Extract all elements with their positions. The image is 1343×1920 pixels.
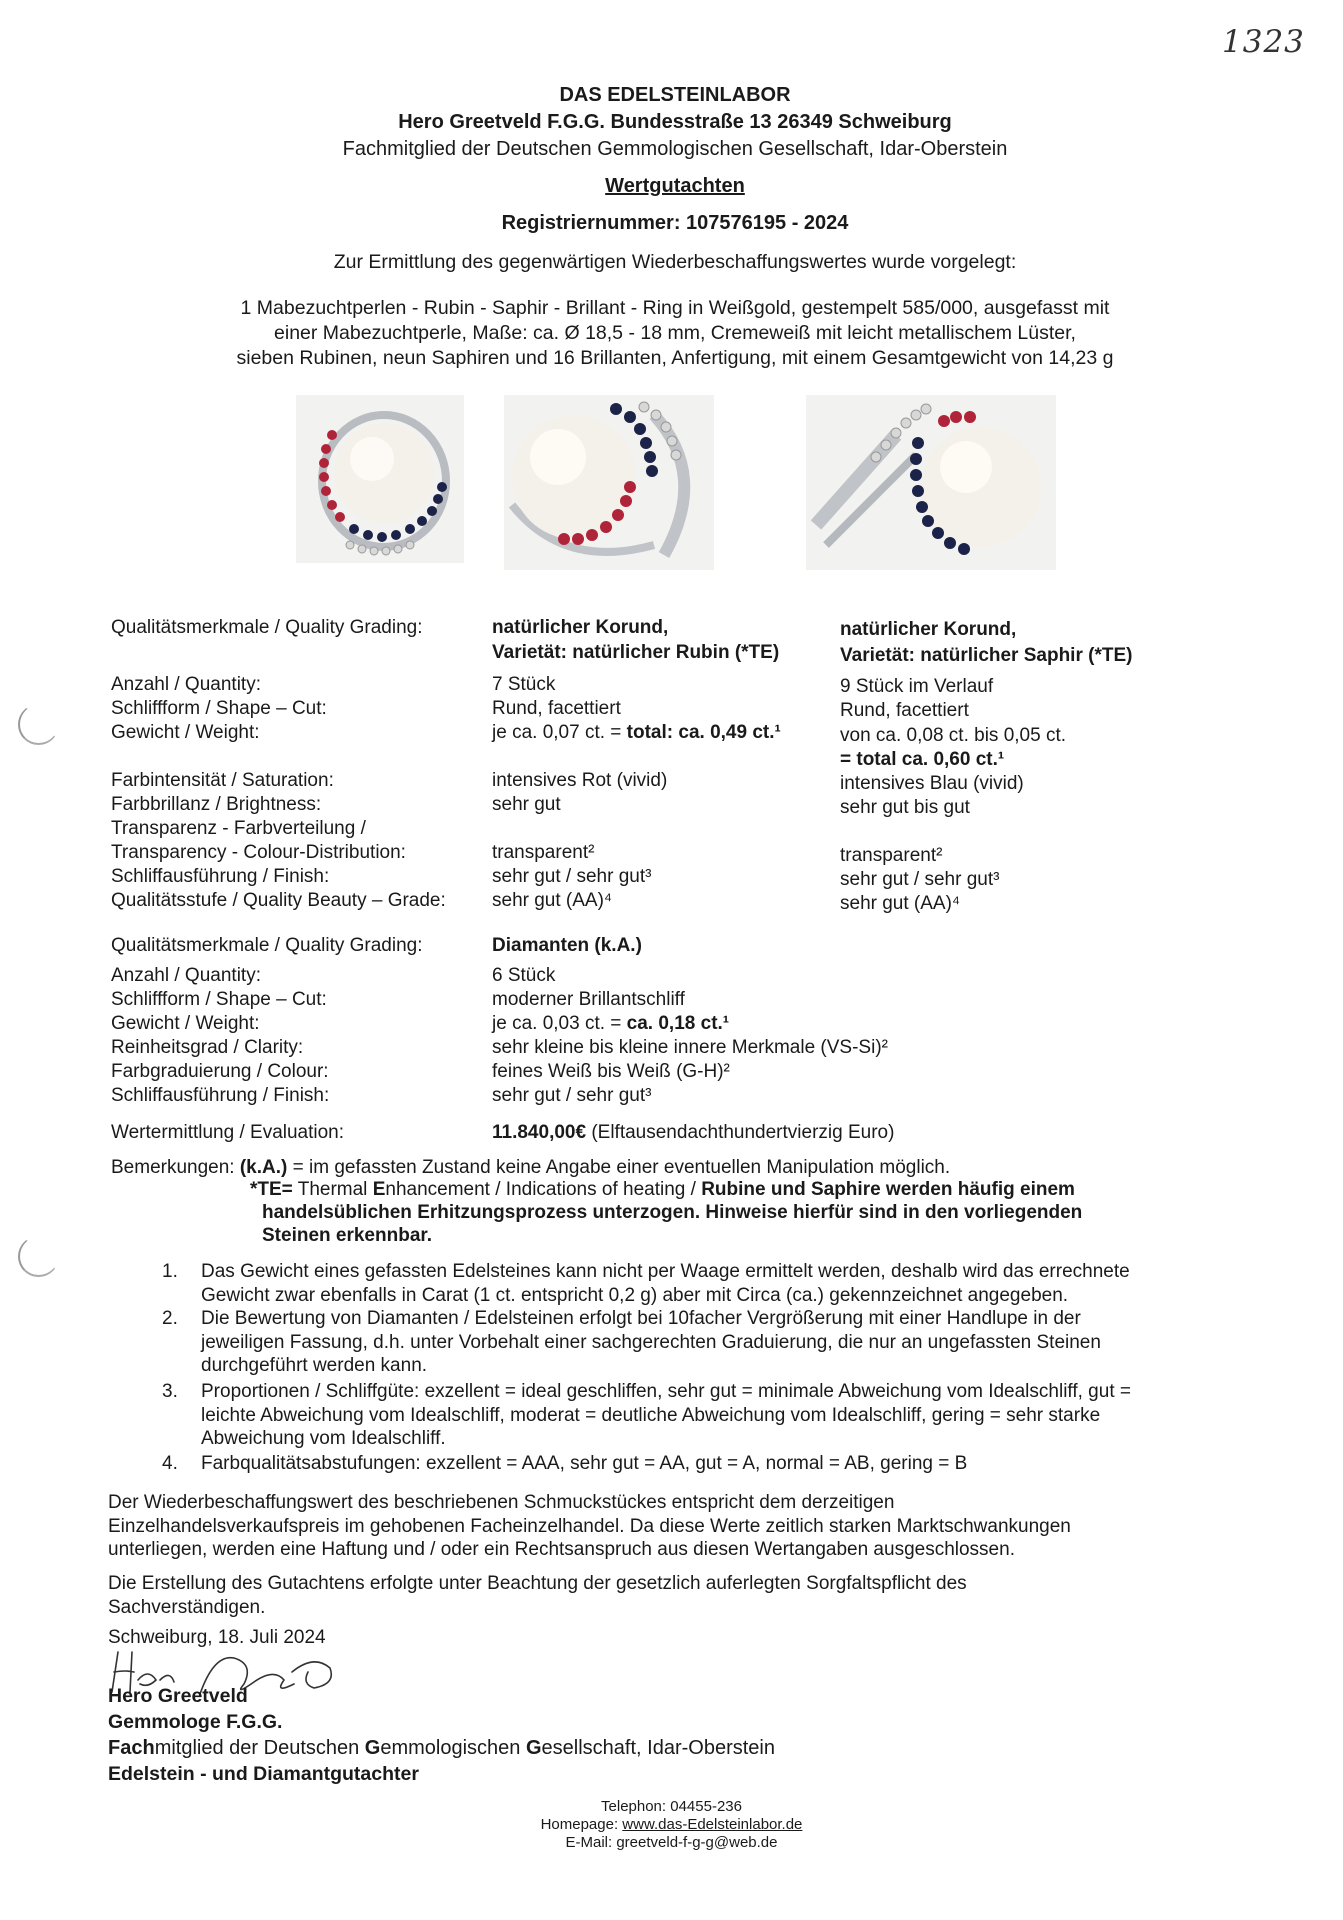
signer-role: Edelstein - und Diamantgutachter: [108, 1763, 419, 1785]
label-weight-2: Gewicht / Weight:: [111, 1013, 260, 1034]
signer-membership: Fachmitglied der Deutschen Gemmologischen Gesellschaft, Idar-Oberstein: [108, 1737, 775, 1759]
label-finish-2: Schliffausführung / Finish:: [111, 1085, 330, 1106]
item-description-line-1: 1 Mabezuchtperlen - Rubin - Saphir - Brillant - Ring in Weißgold, gestempelt 585/000, ausgefasst mit: [240, 297, 1110, 319]
sapphire-quantity: 9 Stück im Verlauf: [840, 676, 994, 697]
remarks-te-line: *TE= Thermal Enhancement / Indications of heating / Rubine und Saphire werden häufig einem: [250, 1179, 1075, 1200]
lab-address: Hero Greetveld F.G.G. Bundesstraße 13 26349 Schweiburg: [398, 111, 952, 133]
contact-phone: Telephon: 04455-236: [601, 1798, 742, 1815]
sapphire-grade: sehr gut (AA)⁴: [840, 893, 961, 914]
evaluation-value: 11.840,00€ (Elftausendachthundertvierzig Euro): [492, 1122, 895, 1143]
diamond-colour: feines Weiß bis Weiß (G-H)²: [492, 1061, 730, 1082]
label-brightness: Farbbrillanz / Brightness:: [111, 794, 322, 815]
label-clarity: Reinheitsgrad / Clarity:: [111, 1037, 304, 1058]
remarks-ka: (k.A.): [239, 1157, 288, 1178]
diamond-weight: je ca. 0,03 ct. = ca. 0,18 ct.¹: [492, 1013, 730, 1034]
signer-title: Gemmologe F.G.G.: [108, 1711, 283, 1733]
sapphire-title-1: natürlicher Korund,: [840, 619, 1017, 640]
label-evaluation: Wertermittlung / Evaluation:: [111, 1122, 345, 1143]
ring-photo-angle: [806, 395, 1056, 570]
handwritten-page-number: 1323: [1222, 24, 1305, 60]
ruby-title-1: natürlicher Korund,: [492, 617, 669, 638]
item-description-line-2: einer Mabezuchtperle, Maße: ca. Ø 18,5 - 18 mm, Cremeweiß mit leicht metallischem Lüster,: [274, 322, 1076, 344]
item-description-line-3: sieben Rubinen, neun Saphiren und 16 Brillanten, Anfertigung, mit einem Gesamtgewicht von 14,23 g: [236, 347, 1114, 369]
sapphire-title-2: Varietät: natürlicher Saphir (*TE): [840, 645, 1133, 666]
ruby-shape: Rund, facettiert: [492, 698, 621, 719]
lab-membership: Fachmitglied der Deutschen Gemmologischen Gesellschaft, Idar-Oberstein: [342, 138, 1008, 160]
diamond-finish: sehr gut / sehr gut³: [492, 1085, 652, 1106]
label-quantity: Anzahl / Quantity:: [111, 674, 261, 695]
intro-text: Zur Ermittlung des gegenwärtigen Wiederbeschaffungswertes wurde vorgelegt:: [333, 251, 1017, 273]
label-quality-grading-2: Qualitätsmerkmale / Quality Grading:: [111, 935, 423, 956]
remarks-te-line-3: Steinen erkennbar.: [262, 1225, 433, 1246]
label-quality-grading: Qualitätsmerkmale / Quality Grading:: [111, 617, 423, 638]
diamond-clarity: sehr kleine bis kleine innere Merkmale (VS-Si)²: [492, 1037, 888, 1058]
sapphire-weight: von ca. 0,08 ct. bis 0,05 ct.: [840, 725, 1067, 746]
ruby-title-2: Varietät: natürlicher Rubin (*TE): [492, 642, 780, 663]
ring-photo-side: [504, 395, 714, 570]
contact-homepage: Homepage: www.das-Edelsteinlabor.de: [540, 1816, 803, 1833]
item-description: [0, 296, 1343, 371]
place-date: Schweiburg, 18. Juli 2024: [108, 1627, 326, 1648]
sapphire-brightness: sehr gut bis gut: [840, 797, 970, 818]
label-colour: Farbgraduierung / Colour:: [111, 1061, 329, 1082]
lab-name: DAS EDELSTEINLABOR: [559, 84, 791, 106]
ruby-transparency: transparent²: [492, 842, 595, 863]
ring-photo-front: [296, 395, 464, 563]
sapphire-saturation: intensives Blau (vivid): [840, 773, 1024, 794]
diligence-text: Die Erstellung des Gutachtens erfolgte unter Beachtung der gesetzlich auferlegten Sorgfaltspflicht des Sachverständigen.: [108, 1573, 967, 1618]
ruby-weight: je ca. 0,07 ct. = total: ca. 0,49 ct.¹: [492, 722, 781, 743]
diamond-quantity: 6 Stück: [492, 965, 556, 986]
label-weight: Gewicht / Weight:: [111, 722, 260, 743]
contact-email: E-Mail: greetveld-f-g-g@web.de: [565, 1834, 778, 1851]
sapphire-shape: Rund, facettiert: [840, 700, 969, 721]
ruby-brightness: sehr gut: [492, 794, 561, 815]
label-shape: Schliffform / Shape – Cut:: [111, 698, 327, 719]
punch-hole-bottom: [18, 1236, 59, 1277]
sapphire-finish: sehr gut / sehr gut³: [840, 869, 1000, 890]
signer-name: Hero Greetveld: [108, 1685, 248, 1707]
diamond-title: Diamanten (k.A.): [492, 935, 642, 956]
label-saturation: Farbintensität / Saturation:: [111, 770, 334, 791]
remarks-line: [111, 1156, 950, 1180]
remarks-ka-text: = im gefassten Zustand keine Angabe einer eventuellen Manipulation möglich.: [287, 1157, 951, 1178]
label-quantity-2: Anzahl / Quantity:: [111, 965, 261, 986]
ruby-finish: sehr gut / sehr gut³: [492, 866, 652, 887]
label-shape-2: Schliffform / Shape – Cut:: [111, 989, 327, 1010]
homepage-link[interactable]: www.das-Edelsteinlabor.de: [622, 1816, 803, 1833]
replacement-value-text: Der Wiederbeschaffungswert des beschriebenen Schmuckstückes entspricht dem derzeitigen Einzelhandelsverkaufspreis im gehobenen Facheinzelhandel. Da diese Werte zeitlich starken Marktschwankungen unterliegen, werden eine Haftung und / oder ein Rechtsanspruch aus diesen Wertangaben ausgeschlossen.: [108, 1492, 1071, 1560]
document-title: Wertgutachten: [605, 175, 745, 197]
diamond-shape: moderner Brillantschliff: [492, 989, 685, 1010]
sapphire-weight-total: = total ca. 0,60 ct.¹: [840, 749, 1005, 770]
label-finish: Schliffausführung / Finish:: [111, 866, 330, 887]
ruby-saturation: intensives Rot (vivid): [492, 770, 668, 791]
label-quality-grade: Qualitätsstufe / Quality Beauty – Grade:: [111, 890, 446, 911]
remarks-te-line-2: handelsüblichen Erhitzungsprozess unterzogen. Hinweise hierfür sind in den vorliegenden: [262, 1202, 1083, 1223]
ruby-quantity: 7 Stück: [492, 674, 556, 695]
sapphire-transparency: transparent²: [840, 845, 943, 866]
label-transparency-2: Transparency - Colour-Distribution:: [111, 842, 406, 863]
contact-footer: [0, 1798, 1343, 1852]
registration-number: Registriernummer: 107576195 - 2024: [501, 212, 849, 234]
ruby-grade: sehr gut (AA)⁴: [492, 890, 613, 911]
remarks-label: Bemerkungen:: [111, 1157, 240, 1178]
label-transparency-1: Transparenz - Farbverteilung /: [111, 818, 366, 839]
punch-hole-top: [18, 704, 59, 745]
